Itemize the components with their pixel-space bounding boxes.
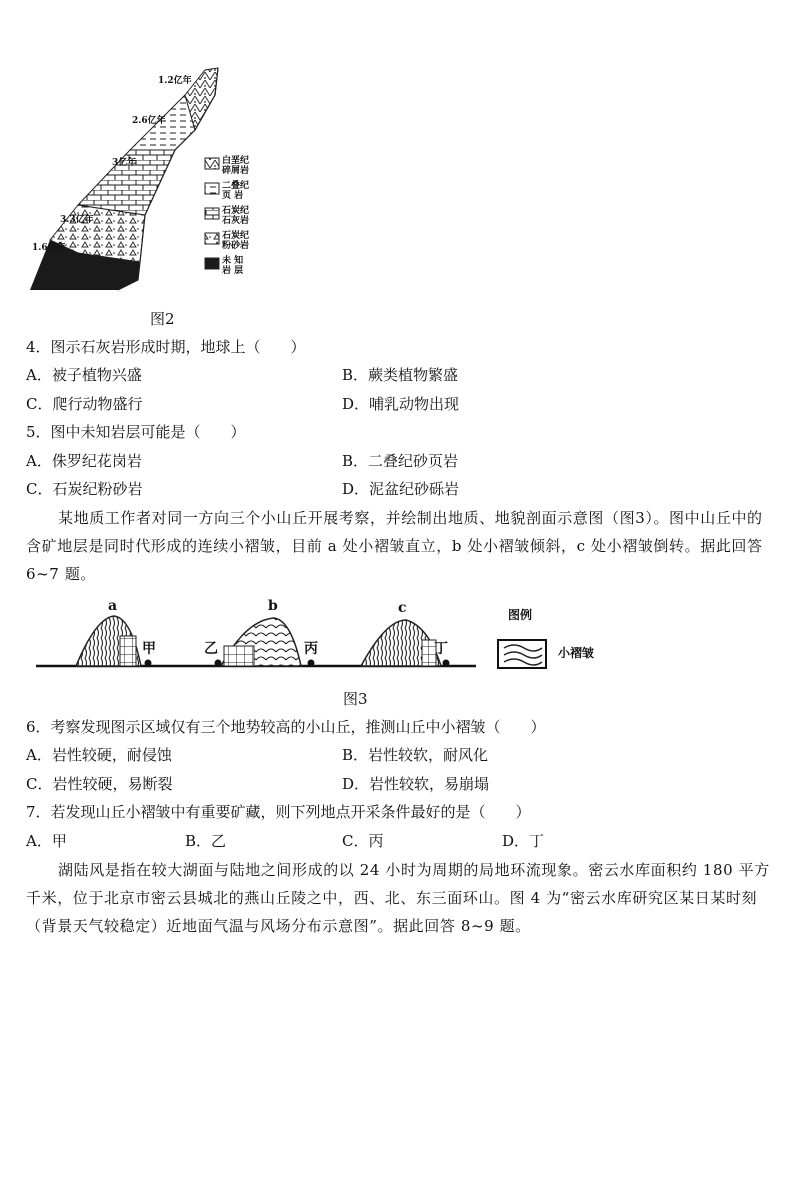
point-label-yi: 乙 bbox=[204, 641, 218, 657]
point-jia bbox=[145, 660, 152, 667]
q5-option-d[interactable]: D．泥盆纪砂砾岩 bbox=[342, 480, 460, 498]
q4-option-b[interactable]: B．蕨类植物繁盛 bbox=[342, 366, 459, 384]
point-bing bbox=[308, 660, 315, 667]
legend-entry-4: 石炭纪 粉砂岩 bbox=[222, 231, 250, 251]
question-5-stem: 5．图中未知岩层可能是（ ） bbox=[26, 423, 246, 441]
q4-option-a[interactable]: A．被子植物兴盛 bbox=[26, 366, 142, 384]
legend-fold-label: 小褶皱 bbox=[558, 646, 595, 660]
point-label-ding: 丁 bbox=[434, 641, 448, 657]
hill-label-c: c bbox=[398, 600, 407, 616]
q4-option-d[interactable]: D．哺乳动物出现 bbox=[342, 395, 460, 413]
q6-option-a[interactable]: A．岩性较硬，耐侵蚀 bbox=[26, 746, 172, 764]
legend-entry-5: 未 知 岩 层 bbox=[222, 256, 244, 276]
figure-3 bbox=[36, 598, 596, 680]
legend-entry-1: 白垩纪 碎屑岩 bbox=[222, 156, 250, 176]
passage-8-9: 湖陆风是指在较大湖面与陆地之间形成的以 24 小时为周期的局地环流现象。密云水库面积约 180 平方千米，位于北京市密云县城北的燕山丘陵之中，西、北、东三面环山。图 4 为“密云水库研究区某日某时刻（背景天气较稳定）近地面气温与风场分布示意图”。据此回答 8~9 题。 bbox=[26, 861, 770, 935]
q7-option-a[interactable]: A．甲 bbox=[26, 832, 67, 850]
legend-entry-2: 二叠纪 页 岩 bbox=[222, 181, 250, 201]
point-label-jia: 甲 bbox=[142, 641, 156, 657]
q7-option-d[interactable]: D．丁 bbox=[502, 832, 545, 850]
figure-2 bbox=[20, 40, 290, 300]
point-yi bbox=[215, 660, 222, 667]
age-label-4: 3.3亿年 bbox=[60, 215, 94, 225]
q6-option-d[interactable]: D．岩性较软，易崩塌 bbox=[342, 775, 490, 793]
q7-option-b[interactable]: B．乙 bbox=[185, 832, 227, 850]
hill-label-a: a bbox=[108, 598, 118, 614]
q6-option-b[interactable]: B．岩性较软，耐风化 bbox=[342, 746, 489, 764]
legend-entry-3: 石炭纪 石灰岩 bbox=[222, 206, 250, 226]
point-label-bing: 丙 bbox=[304, 641, 318, 657]
figure-3-caption: 图3 bbox=[343, 690, 368, 708]
age-label-2: 2.6亿年 bbox=[132, 116, 166, 126]
question-7-stem: 7．若发现山丘小褶皱中有重要矿藏，则下列地点开采条件最好的是（ ） bbox=[26, 803, 531, 821]
figure-2-caption: 图2 bbox=[150, 310, 175, 328]
age-label-3: 3亿年 bbox=[112, 158, 137, 168]
question-4-stem: 4．图示石灰岩形成时期，地球上（ ） bbox=[26, 338, 306, 356]
q5-option-c[interactable]: C．石炭纪粉砂岩 bbox=[26, 480, 143, 498]
point-ding bbox=[443, 660, 450, 667]
strata-profile-diagram bbox=[20, 40, 290, 300]
q5-option-a[interactable]: A．侏罗纪花岗岩 bbox=[26, 452, 142, 470]
age-label-5: 1.6亿年 bbox=[32, 243, 66, 253]
legend-title: 图例 bbox=[508, 608, 533, 622]
q5-option-b[interactable]: B．二叠纪砂页岩 bbox=[342, 452, 459, 470]
q4-option-c[interactable]: C．爬行动物盛行 bbox=[26, 395, 143, 413]
q7-option-c[interactable]: C．丙 bbox=[342, 832, 384, 850]
age-label-1: 1.2亿年 bbox=[158, 76, 192, 86]
question-6-stem: 6．考察发现图示区域仅有三个地势较高的小山丘，推测山丘中小褶皱（ ） bbox=[26, 718, 546, 736]
passage-6-7: 某地质工作者对同一方向三个小山丘开展考察，并绘制出地质、地貌剖面示意图（图3）。图中山丘中的含矿地层是同时代形成的连续小褶皱，目前 a 处小褶皱直立，b 处小褶皱倾斜，c 处小褶皱倒转。据此回答 6~7 题。 bbox=[26, 509, 763, 583]
hill-label-b: b bbox=[268, 598, 278, 614]
q6-option-c[interactable]: C．岩性较硬，易断裂 bbox=[26, 775, 173, 793]
